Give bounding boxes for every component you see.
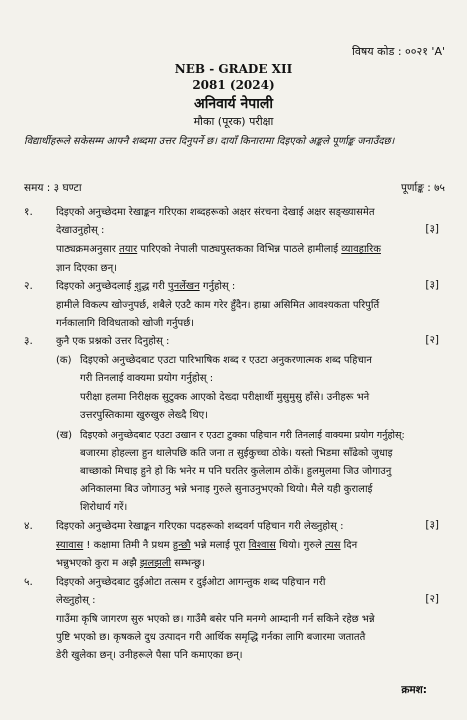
q4-underlined-1: स्यावास	[56, 540, 84, 551]
q3-prompt: कुनै एक प्रश्नको उत्तर दिनुहोस् :	[56, 336, 170, 347]
q3-ka-label: (क)	[56, 355, 72, 366]
q3-kha-passage-line3: अनिकालमा बिउ जोगाउनु भन्ने भनाइ गुरुले सुनाउनुभएको थियो। मैले यही कुरालाई	[80, 484, 373, 495]
q5-prompt-line1: दिइएको अनुच्छेदबाट दुईओटा तत्सम र दुईओटा आगन्तुक शब्द पहिचान गरी	[56, 577, 326, 588]
subject-code: विषय कोड : ००२१ 'A'	[351, 45, 445, 58]
q2-text-a: दिइएको अनुच्छेदलाई	[56, 281, 135, 292]
q2-text-e: गर्नुहोस् :	[199, 281, 236, 292]
q4-text-b: ! कक्षामा तिमी नै प्रथम	[83, 540, 173, 551]
continued-label: क्रमश:	[401, 684, 427, 696]
q4-prompt: दिइएको अनुच्छेदमा रेखाङ्कन गरिएका पदहरूको शब्दवर्ग पहिचान गरी लेख्नुहोस् :	[56, 521, 344, 532]
q3-ka-line2: गरी तिनलाई वाक्यमा प्रयोग गर्नुहोस् :	[80, 373, 214, 384]
q4-underlined-5: झलझली	[139, 558, 172, 569]
q3-ka-passage-line1: परीक्षा हलमा निरीक्षक सुटुक्क आएको देख्दा परीक्षार्थी मुसुमुसु हाँसे। उनीहरू भने	[80, 392, 370, 403]
q3-ka-passage-line2: उत्तरपुस्तिकामा खुरुखुरु लेख्दै थिए।	[80, 410, 208, 421]
q2-number: २.	[24, 280, 33, 292]
q5-prompt-line2: लेख्नुहोस् :	[56, 595, 96, 606]
q1-text-a: पाठ्यक्रमअनुसार	[56, 244, 120, 255]
q3-kha-passage-line4: शिरोधार्य गरें।	[80, 502, 128, 513]
q4-marks: [३]	[425, 519, 439, 531]
q5-number: ५.	[24, 576, 33, 588]
q4-text-p2a: भन्नुभएको कुरा म अझै	[56, 558, 140, 569]
q1-passage-line2: ज्ञान दिएका छन्।	[56, 263, 117, 274]
q5-passage-line1: गाउँमा कृषि जागरण सुरु भएको छ। गाउँमै बसेर पनि मनग्गे आम्दानी गर्न सकिने रहेछ भन्ने	[56, 614, 375, 625]
q3-kha-passage-line2: बाच्छाको मिचाइ हुने हो कि भनेर म पनि घरतिर कुलेलाम ठोकें। हुलमुलमा जिउ जोगाउनु	[80, 466, 392, 477]
q4-text-p2c: सम्भन्छु।	[171, 558, 205, 569]
full-marks: पूर्णाङ्क : ७५	[400, 182, 445, 194]
q1-underlined-word-1: तयार	[119, 244, 138, 255]
exam-type: मौका (पूरक) परीक्षा	[193, 115, 274, 128]
q2-underlined-2: पुनर्लेखन	[167, 281, 200, 292]
q2-prompt	[56, 278, 235, 296]
instructions: विद्यार्थीहरूले सकेसम्म आफ्नै शब्दमा उत्तर दिनुपर्ने छ। दायाँ किनारामा दिइएको अङ्कले पूर्णाङ्क जनाउँदछ।	[24, 136, 395, 147]
q3-number: ३.	[24, 335, 33, 347]
q1-underlined-word-2: व्यावहारिक	[341, 244, 381, 255]
q3-kha-label: (ख)	[56, 430, 72, 441]
q1-text-c: पारिएको नेपाली पाठ्यपुस्तकका विभिन्न पाठले हामीलाई	[137, 244, 342, 255]
q4-number: ४.	[24, 520, 33, 532]
q4-text-d: भन्ने मलाई पूरा	[190, 540, 249, 551]
subject-title: अनिवार्य नेपाली	[194, 96, 273, 112]
q4-text-h: दिन	[340, 540, 358, 551]
q4-passage-line1	[56, 537, 357, 555]
q4-underlined-2: हुन्छौ	[172, 540, 191, 551]
q4-passage-line2	[56, 555, 205, 573]
q4-underlined-3: विश्वास	[248, 540, 276, 551]
q5-passage-line2: पुष्टि भएको छ। कृषकले दुध उत्पादन गरी आर्थिक समृद्धि गर्नका लागि बजारमा जताततै	[56, 632, 366, 643]
q3-kha-line1: दिइएको अनुच्छेदबाट एउटा उखान र एउटा टुक्का पहिचान गरी तिनलाई वाक्यमा प्रयोग गर्नुहोस्:	[80, 430, 405, 441]
q2-passage-line1: हामीले विकल्प खोज्नुपर्छ, शबैले एउटै काम गरेर हुँदैन। हाम्रा असिमित आवश्यकता परिपुर्ति	[56, 300, 380, 311]
q1-prompt-line2: देखाउनुहोस् :	[56, 225, 105, 236]
q1-marks: [३]	[425, 223, 439, 235]
exam-time: समय : ३ घण्टा	[24, 182, 82, 194]
q1-prompt-line1: दिइएको अनुच्छेदमा रेखाङ्कन गरिएका शब्दहरूको अक्षर संरचना देखाई अक्षर सङ्ख्यासमेत	[56, 207, 375, 218]
q3-marks: [२]	[425, 334, 439, 346]
q4-text-f: थियो। गुरुले	[275, 540, 326, 551]
q1-passage-line1	[56, 241, 381, 259]
q5-passage-line3: डेरी खुलेका छन्। उनीहरूले पैसा पनि कमाएका छन्।	[56, 650, 243, 661]
q2-text-c: गरी	[149, 281, 168, 292]
q2-passage-line2: गर्नकालागि विविधताको खोजी गर्नुपर्छ।	[56, 318, 195, 329]
q1-number: १.	[24, 206, 33, 218]
q3-kha-passage-line1: बजारमा होहल्ला हुन थालेपछि कति जना त सुईकुच्चा ठोके। यस्तो भिडमा साँढेको जुधाइ	[80, 448, 393, 459]
q5-marks: [२]	[425, 593, 439, 605]
q3-ka-line1: दिइएको अनुच्छेदबाट एउटा पारिभाषिक शब्द र एउटा अनुकरणात्मक शब्द पहिचान	[80, 355, 372, 366]
board-grade-title: NEB - GRADE XII	[174, 62, 293, 76]
q2-marks: [३]	[425, 279, 439, 291]
q4-underlined-4: त्यस	[325, 540, 341, 551]
q2-underlined-1: शुद्ध	[134, 281, 150, 292]
exam-year: 2081 (2024)	[192, 78, 275, 92]
